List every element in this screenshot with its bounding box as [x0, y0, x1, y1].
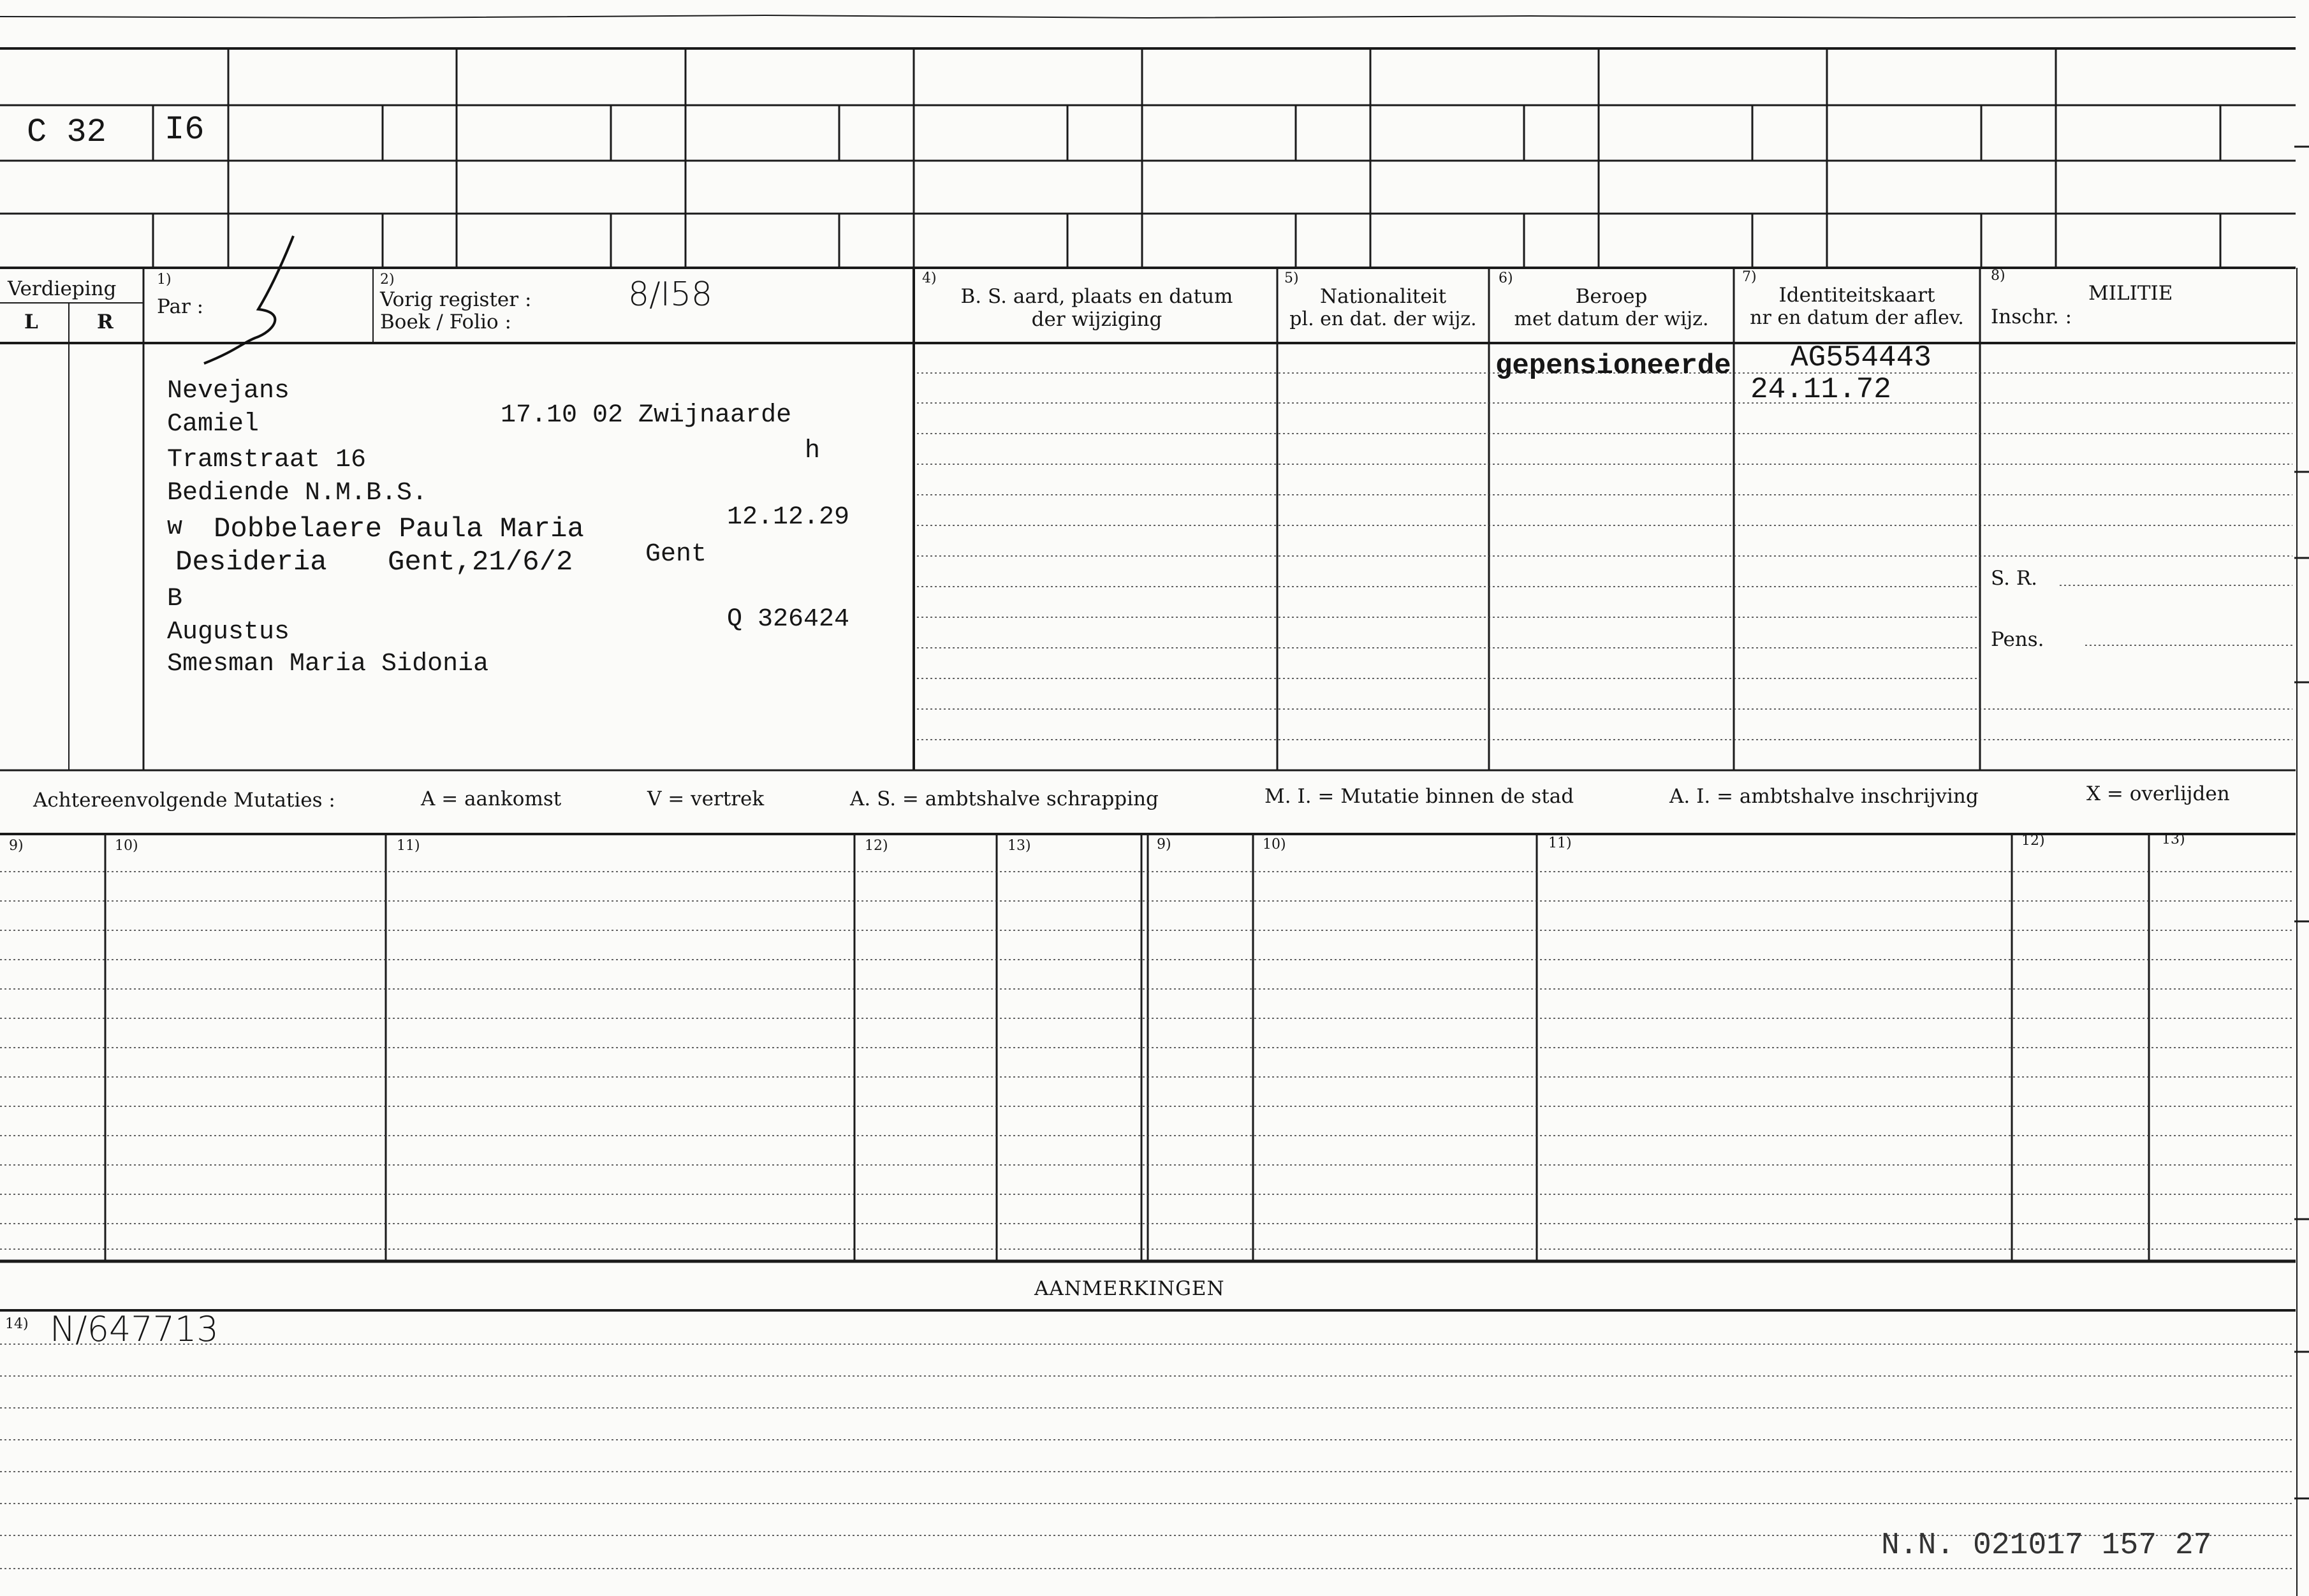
- militie-label: MILITIE: [2088, 282, 2173, 305]
- id-header-line2: nr en datum der aflev.: [1750, 307, 1964, 329]
- mut-col-9-left: 9): [9, 838, 24, 854]
- mutaties-title: Achtereenvolgende Mutaties :: [33, 789, 335, 812]
- spouse-place: Gent: [645, 540, 707, 569]
- l-label: L: [24, 311, 38, 333]
- header-num-8: 8): [1991, 268, 2005, 284]
- mut-col-10-left: 10): [115, 838, 138, 854]
- r-label: R: [97, 311, 114, 333]
- par-label: Par :: [157, 295, 204, 318]
- beroep-header-line1: Beroep: [1575, 285, 1648, 308]
- header-num-4: 4): [922, 270, 937, 286]
- h-mark: h: [805, 437, 821, 465]
- verdieping-label: Verdieping: [8, 277, 117, 300]
- beroep-value: gepensioneerde: [1495, 350, 1731, 382]
- pens-label: Pens.: [1991, 628, 2044, 651]
- spouse-name: Dobbelaere Paula Maria: [214, 513, 584, 545]
- nat-header-line2: pl. en dat. der wijz.: [1289, 308, 1477, 330]
- aanmerkingen-title: AANMERKINGEN: [1034, 1277, 1225, 1300]
- mut-col-12-right: 12): [2021, 833, 2045, 849]
- birth-date-place: 17.10 02 Zwijnaarde: [501, 401, 792, 430]
- header-num-5: 5): [1284, 270, 1299, 286]
- occupation: Bediende N.M.B.S.: [167, 479, 428, 508]
- header-num-1: 1): [157, 272, 172, 288]
- bs-header-line1: B. S. aard, plaats en datum: [960, 285, 1233, 308]
- father-name: Augustus: [167, 618, 290, 647]
- mut-col-10-right: 10): [1263, 837, 1286, 853]
- address: Tramstraat 16: [167, 446, 367, 474]
- header-num-2: 2): [380, 272, 395, 288]
- vorig-register-value: 8/I58: [628, 275, 713, 314]
- vorig-register-label: Vorig register :: [380, 288, 532, 311]
- id-header-line1: Identiteitskaart: [1778, 284, 1935, 307]
- sr-label: S. R.: [1991, 567, 2038, 590]
- mut-col-9-right: 9): [1157, 837, 1171, 853]
- mut-col-11-right: 11): [1548, 835, 1572, 851]
- mother-name: Smesman Maria Sidonia: [167, 650, 489, 678]
- legend-overlijden: X = overlijden: [2086, 782, 2230, 805]
- spouse-date: 12.12.29: [727, 503, 850, 532]
- id-date: 24.11.72: [1750, 373, 1891, 406]
- mut-col-11-left: 11): [397, 838, 420, 854]
- id-number: AG554443: [1791, 341, 1931, 374]
- remarks-value: N/647713: [50, 1309, 219, 1349]
- header-num-7: 7): [1742, 269, 1757, 285]
- firstname: Camiel: [167, 410, 260, 439]
- header-num-6: 6): [1499, 270, 1513, 286]
- mut-col-13-left: 13): [1008, 838, 1031, 854]
- legend-ambtshalve-schrapping: A. S. = ambtshalve schrapping: [850, 787, 1159, 810]
- remarks-num: 14): [5, 1316, 29, 1332]
- inschr-label: Inschr. :: [1991, 305, 2072, 328]
- nat-header-line1: Nationaliteit: [1319, 285, 1447, 308]
- boek-folio-label: Boek / Folio :: [380, 311, 511, 333]
- legend-vertrek: V = vertrek: [647, 787, 765, 810]
- bs-header-line2: der wijziging: [1031, 308, 1162, 331]
- paraph-signature: [198, 230, 312, 370]
- spouse-name2: Desideria: [175, 546, 327, 578]
- legend-mutatie-binnen-stad: M. I. = Mutatie binnen de stad: [1264, 785, 1574, 808]
- footer-id: N.N. 021017 157 27: [1881, 1528, 2212, 1563]
- beroep-header-line2: met datum der wijz.: [1514, 308, 1709, 330]
- mut-col-13-right: 13): [2162, 831, 2185, 847]
- mut-col-12-left: 12): [865, 838, 888, 854]
- b-mark: B: [167, 585, 183, 613]
- surname: Nevejans: [167, 377, 290, 406]
- legend-ambtshalve-inschrijving: A. I. = ambtshalve inschrijving: [1669, 785, 1979, 808]
- spouse-birth: Gent,21/6/2: [388, 546, 573, 578]
- spouse-prefix: w: [167, 513, 183, 542]
- q-number: Q 326424: [727, 605, 850, 634]
- legend-aankomst: A = aankomst: [421, 787, 562, 810]
- top-code: C 32: [27, 113, 106, 151]
- top-number: I6: [165, 111, 205, 149]
